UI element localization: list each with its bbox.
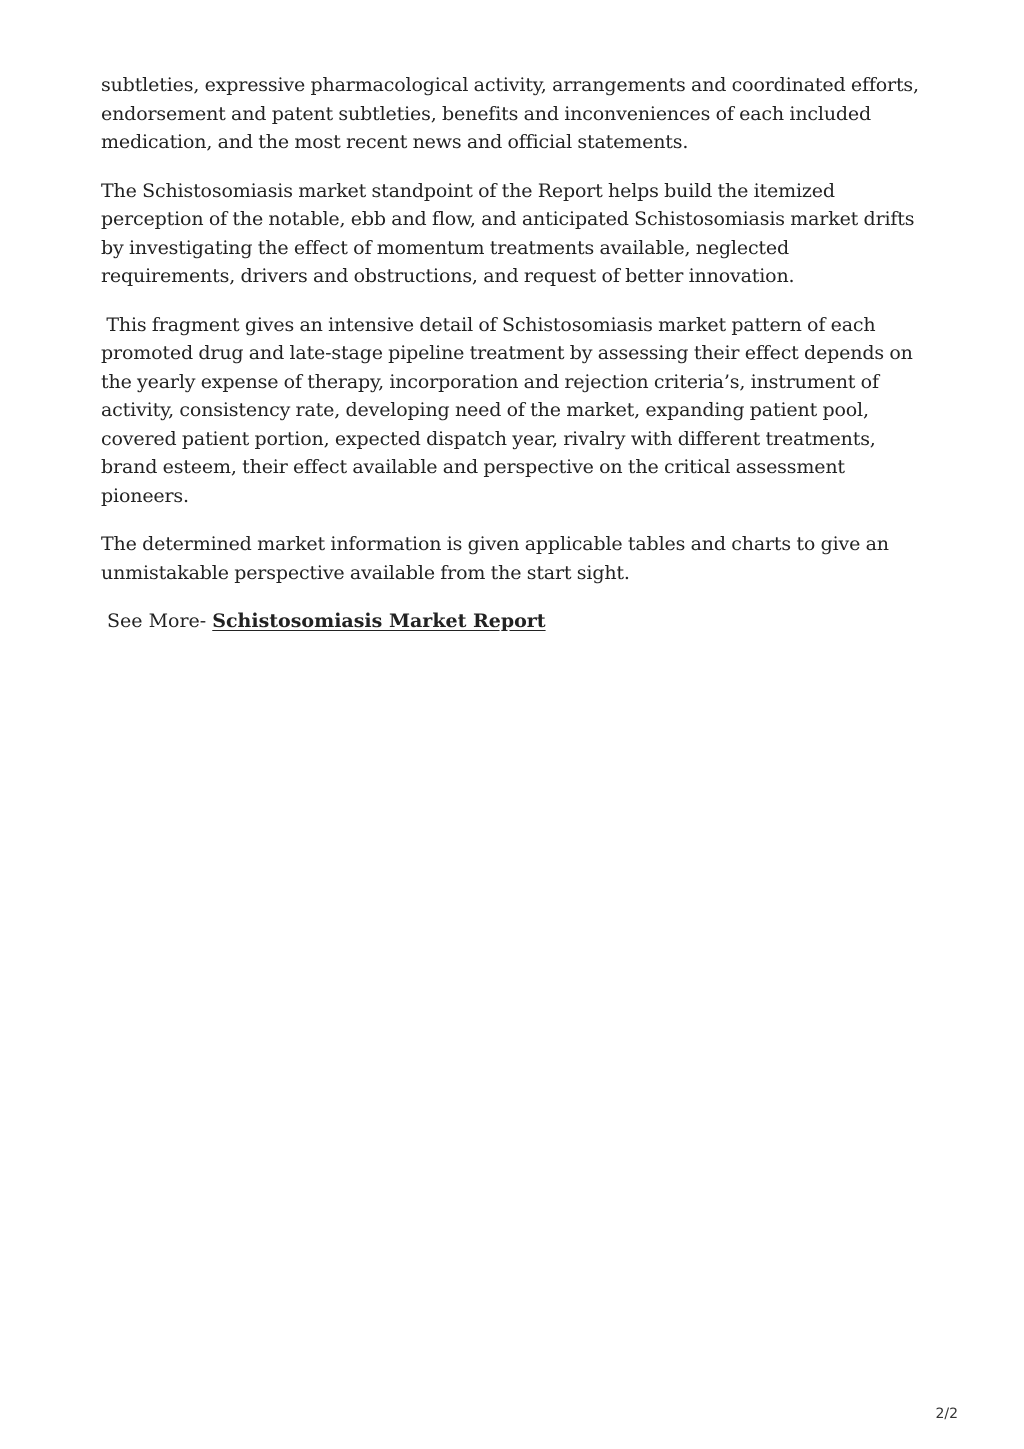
paragraph-market-pattern: This fragment gives an intensive detail of Schistosomiasis market pattern of each promoted drug and late-stage pipeline treatment by assessing their effect depends on the yearly expense of therapy, incorporation and rejection criteria’s, instrument of activity, consistency rate, developing need of the market, expanding patient pool, covered patient portion, expected dispatch year, rivalry with different treatments, brand esteem, their effect available and perspective on the critical assessment pioneers. (101, 313, 919, 507)
see-more-line (101, 607, 921, 636)
see-more-prefix: See More- (101, 610, 213, 632)
page-number: 2/2 (935, 1406, 958, 1422)
paragraph-continued-subtleties: subtleties, expressive pharmacological activity, arrangements and coordinated efforts, endorsement and patent subtleties, benefits and inconveniences of each included medication, and the most recent news and official statements. (101, 74, 919, 153)
schistosomiasis-market-report-link[interactable]: Schistosomiasis Market Report (212, 610, 546, 632)
document-body (101, 71, 921, 636)
paragraph-market-information: The determined market information is given applicable tables and charts to give an unmistakable perspective available from the start sight. (101, 533, 889, 584)
paragraph-market-standpoint: The Schistosomiasis market standpoint of the Report helps build the itemized perception of the notable, ebb and flow, and anticipated Schistosomiasis market drifts by investigating the effect of momentum treatments available, neglected requirements, drivers and obstructions, and request of better innovation. (101, 179, 915, 287)
